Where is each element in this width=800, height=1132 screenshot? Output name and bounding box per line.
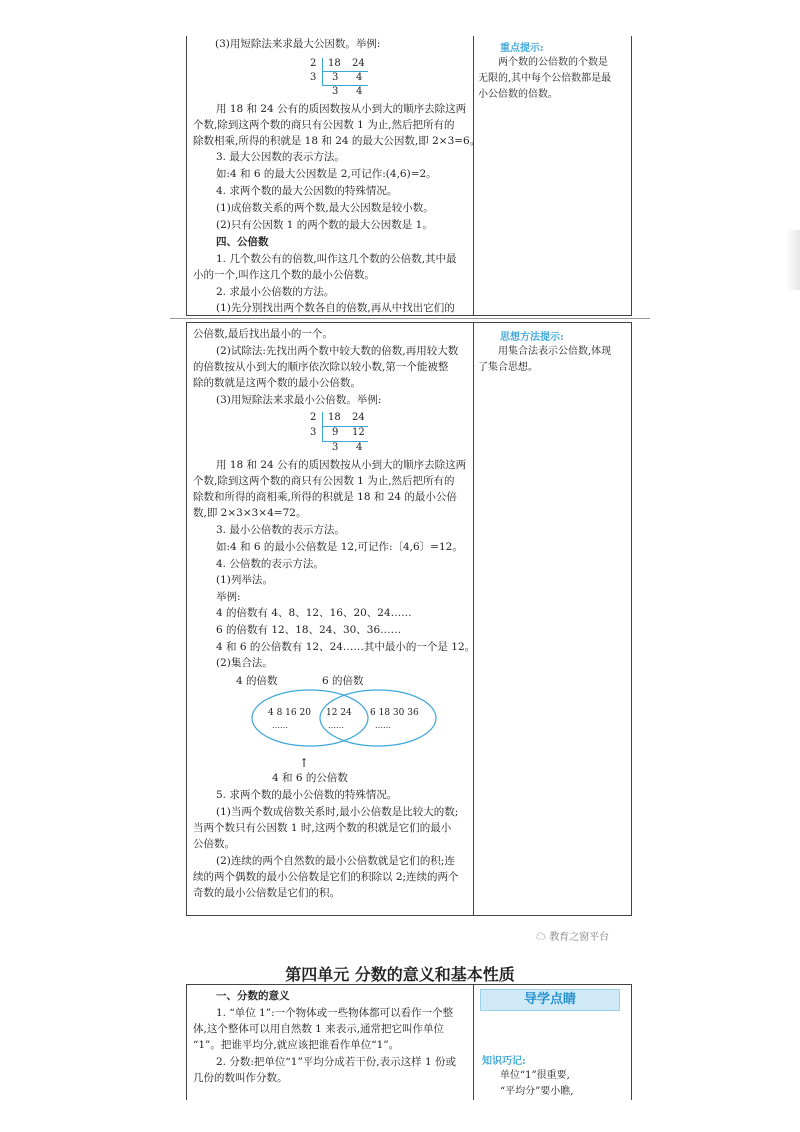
p2-line2-0: 用 18 和 24 公有的质因数按从小到大的顺序去除这两 [216, 459, 467, 471]
p2-divisor-1: 2 [310, 412, 317, 423]
page-separator [170, 316, 650, 321]
p2-divisor-2: 3 [310, 427, 317, 438]
p1-div-hline-2 [322, 85, 368, 86]
ch-line-0: 一、分数的意义 [216, 990, 290, 1002]
p1-line-1: 用 18 和 24 公有的质因数按从小到大的顺序去除这两 [216, 103, 467, 115]
p2-line2-4: 3. 最小公倍数的表示方法。 [216, 524, 345, 536]
p1-q1: 3 [332, 86, 339, 97]
ch-line-3: “1”。把谁平均分,就应该把谁看作单位“1”。 [193, 1039, 400, 1051]
p2-line3-4: (2)连续的两个自然数的最小公倍数就是它们的积;连 [216, 855, 455, 867]
p2-q2: 4 [356, 442, 363, 453]
page-edge-shadow [786, 230, 800, 290]
p2-a1: 18 [328, 412, 341, 423]
ch-note-heading: 知识巧记: [482, 1056, 526, 1067]
venn-right-label: 6 的倍数 [322, 675, 364, 687]
p1-line-7: (1)成倍数关系的两个数,最大公因数是较小数。 [216, 202, 434, 214]
p2-line3-5: 续的两个偶数的最小公倍数是它们的积除以 2;连续的两个 [193, 871, 459, 883]
p2-line3-3: 公倍数。 [193, 838, 235, 850]
p2-short-division [310, 412, 380, 462]
p2-line2-12: (2)集合法。 [216, 657, 273, 669]
arrow-up-icon: ↑ [299, 756, 310, 770]
p1-line-5: 如:4 和 6 的最大公因数是 2,可记作:(4,6)=2。 [216, 168, 437, 180]
p2-line-4: (3)用短除法来求最小公倍数。举例: [216, 394, 382, 406]
venn-mid-items: 12 24 [326, 708, 352, 718]
p1-line-11: 小的一个,叫作这几个数的最小公倍数。 [193, 269, 375, 281]
p1-note-line-0: 两个数的公倍数的个数是 [498, 57, 608, 68]
p2-q1: 3 [332, 442, 339, 453]
p1-line-8: (2)只有公因数 1 的两个数的最大公因数是 1。 [216, 219, 433, 231]
chapter-column-divider [473, 985, 474, 1100]
ch-note-line-0: 单位“1”很重要, [500, 1070, 570, 1081]
p2-a2: 9 [332, 427, 339, 438]
p1-line-0: (3)用短除法来求最大公因数。举例: [215, 38, 381, 50]
p2-line3-0: 5. 求两个数的最小公倍数的特殊情况。 [216, 789, 398, 801]
p2-line-1: (2)试除法:先找出两个数中较大数的倍数,再用较大数 [216, 345, 459, 357]
p1-div-hline-1 [322, 71, 368, 72]
p2-line2-3: 数,即 2×3×3×4=72。 [193, 507, 307, 519]
p1-line-6: 4. 求两个数的最大公因数的特殊情况。 [216, 185, 398, 197]
p1-note-heading: 重点提示: [500, 43, 544, 54]
ch-note-line-1: “平均分”要小瞧, [500, 1086, 574, 1097]
venn-mid-ellipsis: …… [328, 721, 344, 730]
ch-line-5: 几份的数叫作分数。 [193, 1072, 288, 1084]
p2-line-0: 公倍数,最后找出最小的一个。 [193, 328, 333, 340]
p2-b1: 24 [352, 412, 365, 423]
p1-a2: 3 [332, 72, 339, 83]
p1-line-13: (1)先分别找出两个数各自的倍数,再从中找出它们的 [216, 302, 455, 314]
p2-line-2: 的倍数按从小到大的顺序依次除以较小数,第一个能被整 [193, 361, 449, 373]
guide-badge: 导学点睛 [480, 989, 620, 1011]
venn-left-items: 4 8 16 20 [268, 708, 311, 718]
ch-line-1: 1. “单位 1”:一个物体或一些物体都可以看作一个整 [216, 1007, 454, 1019]
p1-q2: 4 [356, 86, 363, 97]
p2-div-hline-1 [322, 426, 368, 427]
chapter-title: 第四单元 分数的意义和基本性质 [285, 965, 515, 984]
p2-line3-2: 当两个数只有公因数 1 时,这两个数的积就是它们的最小 [193, 822, 452, 834]
p2-line2-1: 个数,除到这两个数的商只有公因数 1 为止,然后把所有的 [193, 475, 455, 487]
p1-divisor-2: 3 [310, 72, 317, 83]
p2-line-3: 除的数就是这两个数的最小公倍数。 [193, 377, 361, 389]
p1-div-vline [322, 58, 323, 86]
p2-line2-5: 如:4 和 6 的最小公倍数是 12,可记作:〔4,6〕=12。 [216, 541, 463, 553]
p1-line-9: 四、公倍数 [216, 236, 269, 248]
p1-line-12: 2. 求最小公倍数的方法。 [216, 286, 335, 298]
p2-note-line-0: 用集合法表示公倍数,体现 [498, 346, 612, 357]
p2-line2-6: 4. 公倍数的表示方法。 [216, 558, 324, 570]
p2-line3-6: 奇数的最小公倍数是它们的积。 [193, 887, 340, 899]
p1-line-2: 个数,除到这两个数的商只有公因数 1 为止,然后把所有的 [193, 119, 455, 131]
ch-line-2: 体,这个整体可以用自然数 1 来表示,通常把它叫作单位 [193, 1023, 445, 1035]
watermark [536, 928, 609, 943]
p2-line2-11: 4 和 6 的公倍数有 12、24……其中最小的一个是 12。 [216, 641, 476, 653]
p2-b2: 12 [352, 427, 365, 438]
p1-divisor-1: 2 [310, 58, 317, 69]
venn-left-ellipsis: …… [272, 721, 288, 730]
p2-line2-10: 6 的倍数有 12、18、24、30、36…… [216, 624, 402, 636]
wechat-icon: ☁ [536, 932, 546, 943]
page2-column-divider [473, 323, 474, 915]
venn-right-ellipsis: …… [375, 721, 391, 730]
p1-line-3: 除数相乘,所得的积就是 18 和 24 的最大公因数,即 2×3=6。 [193, 135, 481, 147]
p2-note-heading: 思想方法提示: [500, 332, 564, 343]
p1-note-line-2: 小公倍数的倍数。 [478, 89, 558, 100]
p2-line2-8: 举例: [216, 591, 241, 603]
ch-line-4: 2. 分数:把单位“1”平均分成若干份,表示这样 1 份或 [216, 1056, 457, 1068]
page1-column-divider [473, 36, 474, 315]
watermark-text: 教育之窗平台 [549, 932, 610, 943]
p1-b2: 4 [356, 72, 363, 83]
venn-right-items: 6 18 30 36 [370, 708, 419, 718]
venn-left-label: 4 的倍数 [236, 675, 278, 687]
p1-line-10: 1. 几个数公有的倍数,叫作这几个数的公倍数,其中最 [216, 253, 457, 265]
p1-a1: 18 [328, 58, 341, 69]
p1-b1: 24 [352, 58, 365, 69]
p1-note-line-1: 无限的,其中每个公倍数都是最 [478, 73, 612, 84]
p2-div-vline [322, 412, 323, 442]
p2-line2-9: 4 的倍数有 4、8、12、16、20、24…… [216, 607, 412, 619]
p2-line2-2: 除数和所得的商相乘,所得的积就是 18 和 24 的最小公倍 [193, 491, 457, 503]
p2-line2-7: (1)列举法。 [216, 574, 273, 586]
p1-line-4: 3. 最大公因数的表示方法。 [216, 151, 345, 163]
p1-short-division [310, 58, 380, 108]
venn-bottom-label: 4 和 6 的公倍数 [272, 772, 348, 784]
p2-line3-1: (1)当两个数成倍数关系时,最小公倍数是比较大的数; [216, 806, 459, 818]
p2-div-hline-2 [322, 441, 368, 442]
p2-note-line-1: 了集合思想。 [478, 362, 538, 373]
